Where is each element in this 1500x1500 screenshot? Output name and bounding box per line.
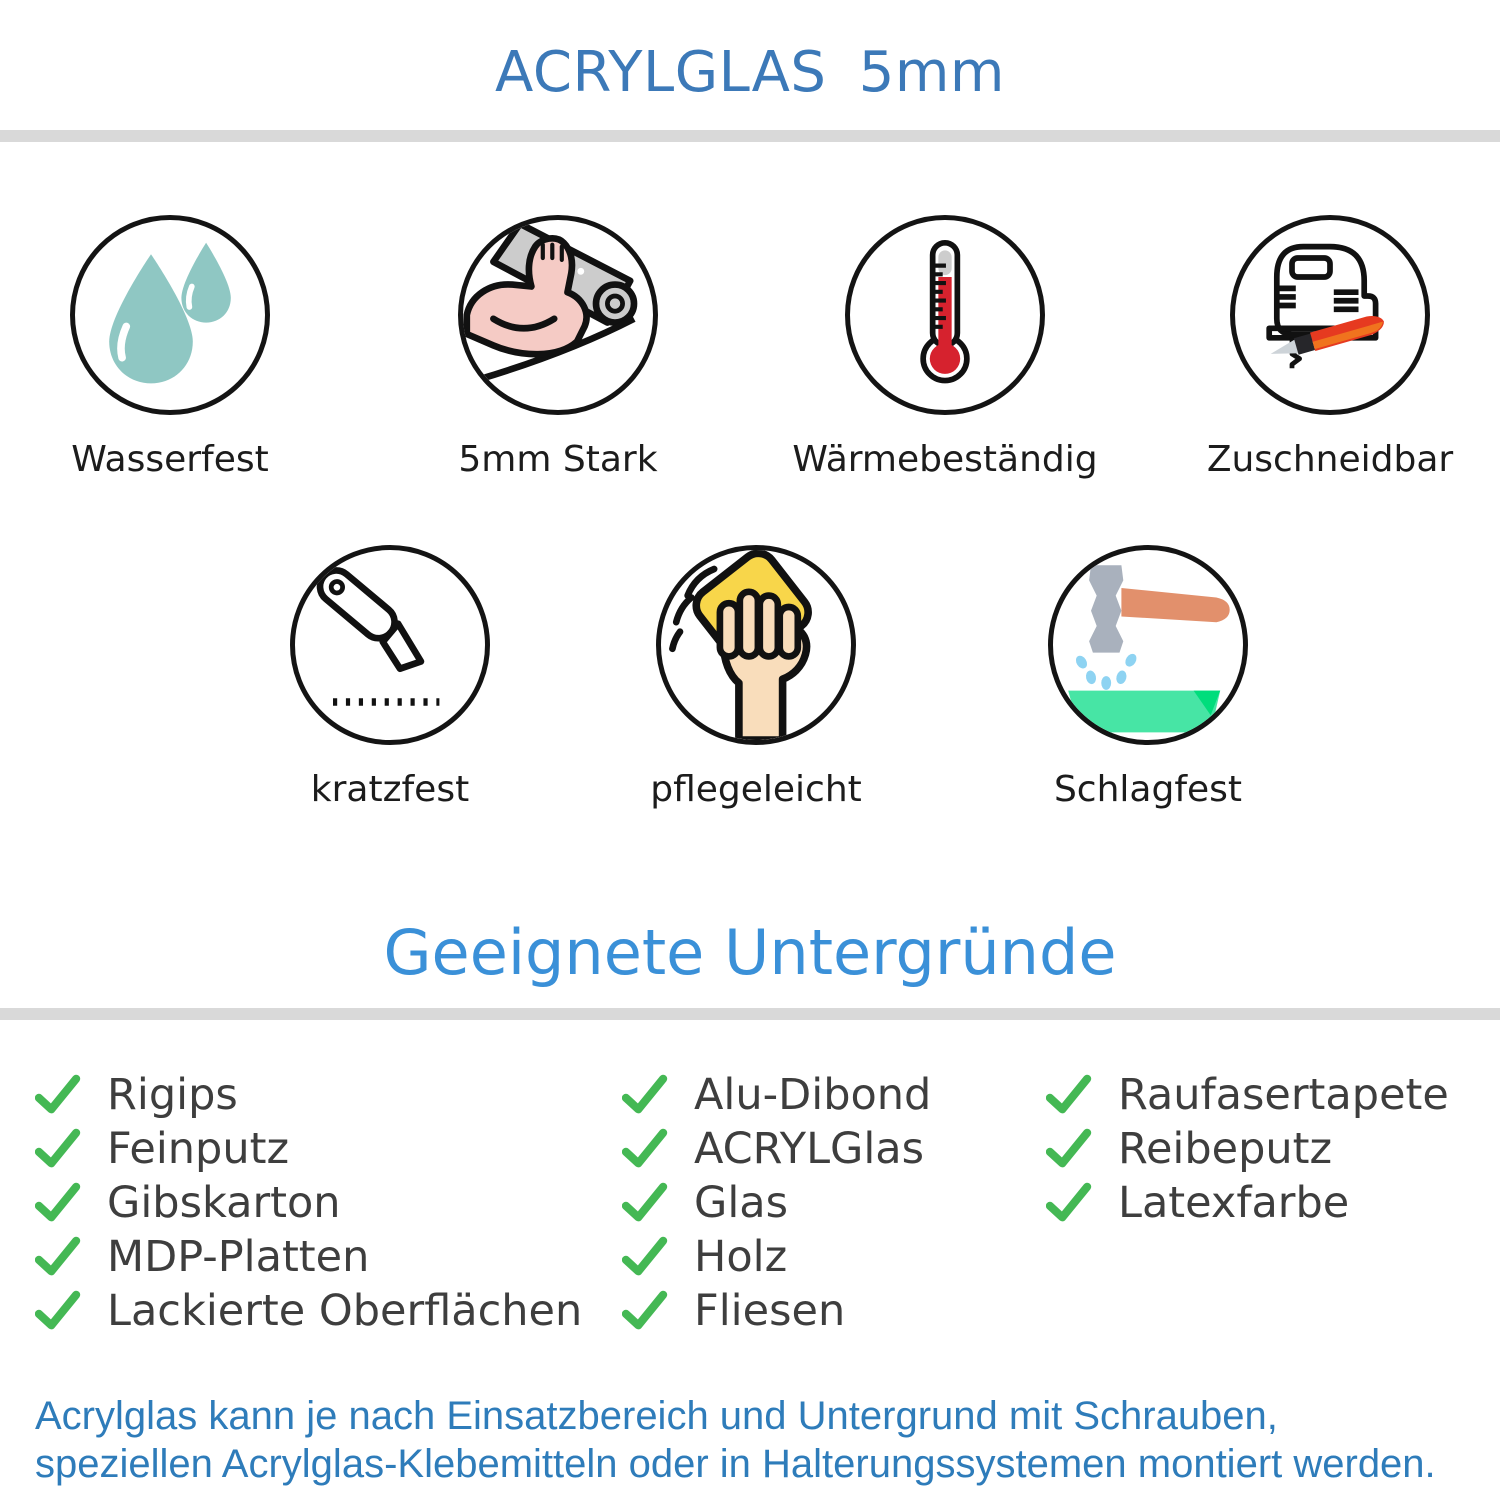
list-item-label: Gibskarton: [107, 1178, 341, 1228]
surfaces-column-2: [622, 1068, 931, 1338]
feature-circle: [1230, 215, 1430, 415]
checkmark-icon: [622, 1128, 668, 1170]
list-item: [622, 1068, 931, 1122]
surfaces-heading: Geeignete Untergründe: [383, 916, 1117, 989]
list-item-label: MDP-Platten: [107, 1232, 370, 1282]
mounting-note: [35, 1392, 1495, 1488]
feature-circle: [290, 545, 490, 745]
list-item-label: Raufasertapete: [1118, 1070, 1449, 1120]
checkmark-icon: [622, 1182, 668, 1224]
list-item: [1046, 1122, 1449, 1176]
list-item: [35, 1068, 582, 1122]
divider-middle: [0, 1008, 1500, 1020]
checkmark-icon: [622, 1074, 668, 1116]
list-item: [622, 1176, 931, 1230]
feature-label: Wasserfest: [71, 439, 269, 480]
divider-top: [0, 130, 1500, 142]
feature-cuttable: [1200, 215, 1460, 480]
list-item-label: Glas: [694, 1178, 789, 1228]
checkmark-icon: [35, 1128, 81, 1170]
list-item-label: Lackierte Oberflächen: [107, 1286, 583, 1336]
feature-circle: [656, 545, 856, 745]
thermometer-icon: [850, 220, 1040, 410]
list-item: [35, 1230, 582, 1284]
feature-label: pflegeleicht: [650, 769, 862, 810]
page-title: ACRYLGLAS 5mm: [495, 40, 1005, 105]
feature-circle: [458, 215, 658, 415]
hammer-impact-icon: [1053, 550, 1243, 740]
list-item: [622, 1122, 931, 1176]
surfaces-column-1: [35, 1068, 582, 1338]
list-item: [622, 1284, 931, 1338]
feature-label: 5mm Stark: [458, 439, 658, 480]
list-item-label: ACRYLGlas: [694, 1124, 925, 1174]
feature-impact-resistant: [1018, 545, 1278, 810]
checkmark-icon: [1046, 1074, 1092, 1116]
list-item: [1046, 1068, 1449, 1122]
utility-knife-icon: [295, 550, 485, 740]
list-item-label: Reibeputz: [1118, 1124, 1333, 1174]
feature-easy-care: [626, 545, 886, 810]
feature-circle: [1048, 545, 1248, 745]
feature-label: Wärmebeständig: [792, 439, 1098, 480]
mounting-note-line2: speziellen Acrylglas-Klebemitteln oder in Halterungssystemen montiert werden.: [35, 1442, 1436, 1486]
list-item-label: Holz: [694, 1232, 788, 1282]
list-item-label: Rigips: [107, 1070, 238, 1120]
feature-circle: [70, 215, 270, 415]
feature-waterproof: [40, 215, 300, 480]
list-item-label: Feinputz: [107, 1124, 290, 1174]
list-item: [35, 1176, 582, 1230]
list-item-label: Latexfarbe: [1118, 1178, 1350, 1228]
checkmark-icon: [35, 1236, 81, 1278]
checkmark-icon: [622, 1290, 668, 1332]
feature-label: Schlagfest: [1053, 769, 1243, 810]
list-item: [622, 1230, 931, 1284]
muscle-arm-roll-icon: [463, 220, 653, 410]
feature-scratch-resistant: [260, 545, 520, 810]
water-drops-icon: [75, 220, 265, 410]
list-item: [35, 1284, 582, 1338]
feature-label: Zuschneidbar: [1206, 439, 1454, 480]
feature-label: kratzfest: [310, 769, 470, 810]
wiping-hand-icon: [661, 550, 851, 740]
jigsaw-knife-icon: [1235, 220, 1425, 410]
checkmark-icon: [622, 1236, 668, 1278]
feature-circle: [845, 215, 1045, 415]
list-item-label: Alu-Dibond: [694, 1070, 932, 1120]
checkmark-icon: [1046, 1128, 1092, 1170]
checkmark-icon: [35, 1074, 81, 1116]
surfaces-column-3: [1046, 1068, 1449, 1230]
mounting-note-line1: Acrylglas kann je nach Einsatzbereich und Untergrund mit Schrauben,: [35, 1394, 1278, 1438]
list-item-label: Fliesen: [694, 1286, 846, 1336]
list-item: [35, 1122, 582, 1176]
checkmark-icon: [35, 1290, 81, 1332]
feature-thickness: [428, 215, 688, 480]
checkmark-icon: [35, 1182, 81, 1224]
list-item: [1046, 1176, 1449, 1230]
checkmark-icon: [1046, 1182, 1092, 1224]
feature-heat-resistant: [792, 215, 1098, 480]
